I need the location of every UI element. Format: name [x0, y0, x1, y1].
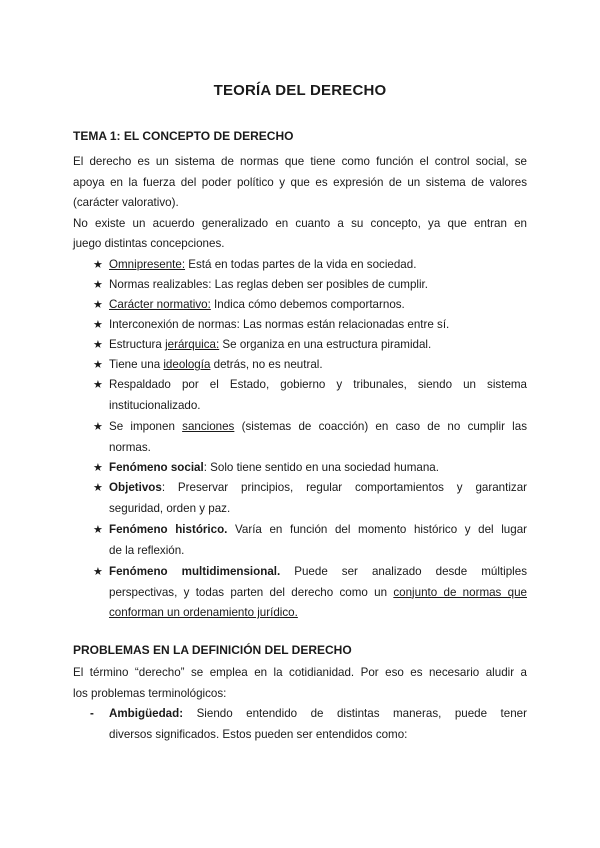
star-bullet-icon: ★ [93, 566, 103, 578]
bullet-term: conforman un ordenamiento jurídico. [109, 606, 298, 619]
bullet-term: Fenómeno multidimensional. [109, 565, 281, 578]
dash-bullet-icon: - [90, 707, 94, 720]
star-bullet-icon: ★ [93, 299, 103, 311]
bullet-term: Objetivos [109, 481, 162, 494]
star-bullet-icon: ★ [93, 482, 103, 494]
bullet-term: Carácter normativo: [109, 298, 211, 311]
bullet-text: Siendo entendido de distintas maneras, puede tener [183, 707, 527, 720]
bullet-text: seguridad, orden y paz. [109, 501, 231, 515]
bullet-text: Indica cómo debemos comportarnos. [210, 298, 405, 311]
bullet-text: (sistemas de coacción) en caso de no cumplir las [234, 420, 527, 433]
bullet-text: : Solo tiene sentido en una sociedad humana. [203, 461, 439, 474]
bullet-text: institucionalizado. [109, 398, 201, 412]
star-bullet-icon: ★ [93, 279, 103, 291]
paragraph-line: El término “derecho” se emplea en la cotidianidad. Por eso es necesario aludir a [73, 666, 527, 679]
bullet-text: Se organiza en una estructura piramidal. [219, 338, 432, 351]
bullet-term: jerárquica: [165, 338, 220, 351]
bullet-text: normas. [109, 440, 151, 454]
bullet-text: Tiene una [109, 358, 164, 371]
bullet-text: Interconexión de normas: Las normas están relacionadas entre sí. [109, 318, 450, 331]
bullet-term: Omnipresente: [109, 258, 186, 271]
star-bullet-icon: ★ [93, 421, 103, 433]
page-title: TEORÍA DEL DERECHO [213, 82, 387, 99]
star-bullet-icon: ★ [93, 259, 103, 271]
star-bullet-icon: ★ [93, 359, 103, 371]
bullet-term: Ambigüedad: [109, 707, 184, 720]
bullet-text: detrás, no es neutral. [210, 358, 323, 371]
bullet-text: Se imponen [109, 420, 183, 433]
paragraph-line: juego distintas concepciones. [73, 237, 225, 250]
paragraph-definicion [73, 152, 527, 255]
star-bullet-icon: ★ [93, 339, 103, 351]
bullet-term: ideología [163, 358, 211, 371]
bullet-text: Varía en función del momento histórico y del lugar [227, 523, 528, 536]
section-heading-problemas: PROBLEMAS EN LA DEFINICIÓN DEL DERECHO [73, 643, 352, 657]
bullet-term: sanciones [182, 420, 235, 433]
bullet-term: conjunto de normas que [393, 585, 527, 599]
section-heading-concepto: TEMA 1: EL CONCEPTO DE DERECHO [73, 129, 294, 143]
star-bullet-icon: ★ [93, 524, 103, 536]
bullet-term: Fenómeno social [109, 461, 204, 474]
paragraph-line: No existe un acuerdo generalizado en cuanto a su concepto, ya que entran en [73, 216, 527, 230]
bullet-text: Está en todas partes de la vida en sociedad. [185, 258, 417, 271]
bullet-text: Estructura [109, 338, 166, 351]
bullet-text: Respaldado por el Estado, gobierno y tribunales, siendo un sistema [109, 378, 527, 391]
bullet-text: Puede ser analizado desde múltiples [280, 565, 527, 578]
bullet-text: : Preservar principios, regular comportamientos y garantizar [161, 481, 527, 494]
bullet-text: diversos significados. Estos pueden ser entendidos como: [109, 727, 408, 741]
bullet-text: Normas realizables: Las reglas deben ser posibles de cumplir. [109, 278, 428, 291]
paragraph-line: El derecho es un sistema de normas que tiene como función el control social, se [73, 155, 527, 168]
paragraph-line: (carácter valorativo). [73, 196, 179, 209]
paragraph-line: los problemas terminológicos: [73, 686, 227, 700]
paragraph-problemas [73, 663, 527, 704]
paragraph-line: apoya en la fuerza del poder político y que es expresión de un sistema de valores [73, 175, 527, 189]
bullet-text: perspectivas, y todas parten del derecho como un [109, 585, 394, 599]
bullet-text: de la reflexión. [109, 543, 185, 557]
star-bullet-icon: ★ [93, 319, 103, 331]
star-bullet-icon: ★ [93, 379, 103, 391]
star-bullet-icon: ★ [93, 462, 103, 474]
bullet-term: Fenómeno histórico. [109, 523, 228, 536]
